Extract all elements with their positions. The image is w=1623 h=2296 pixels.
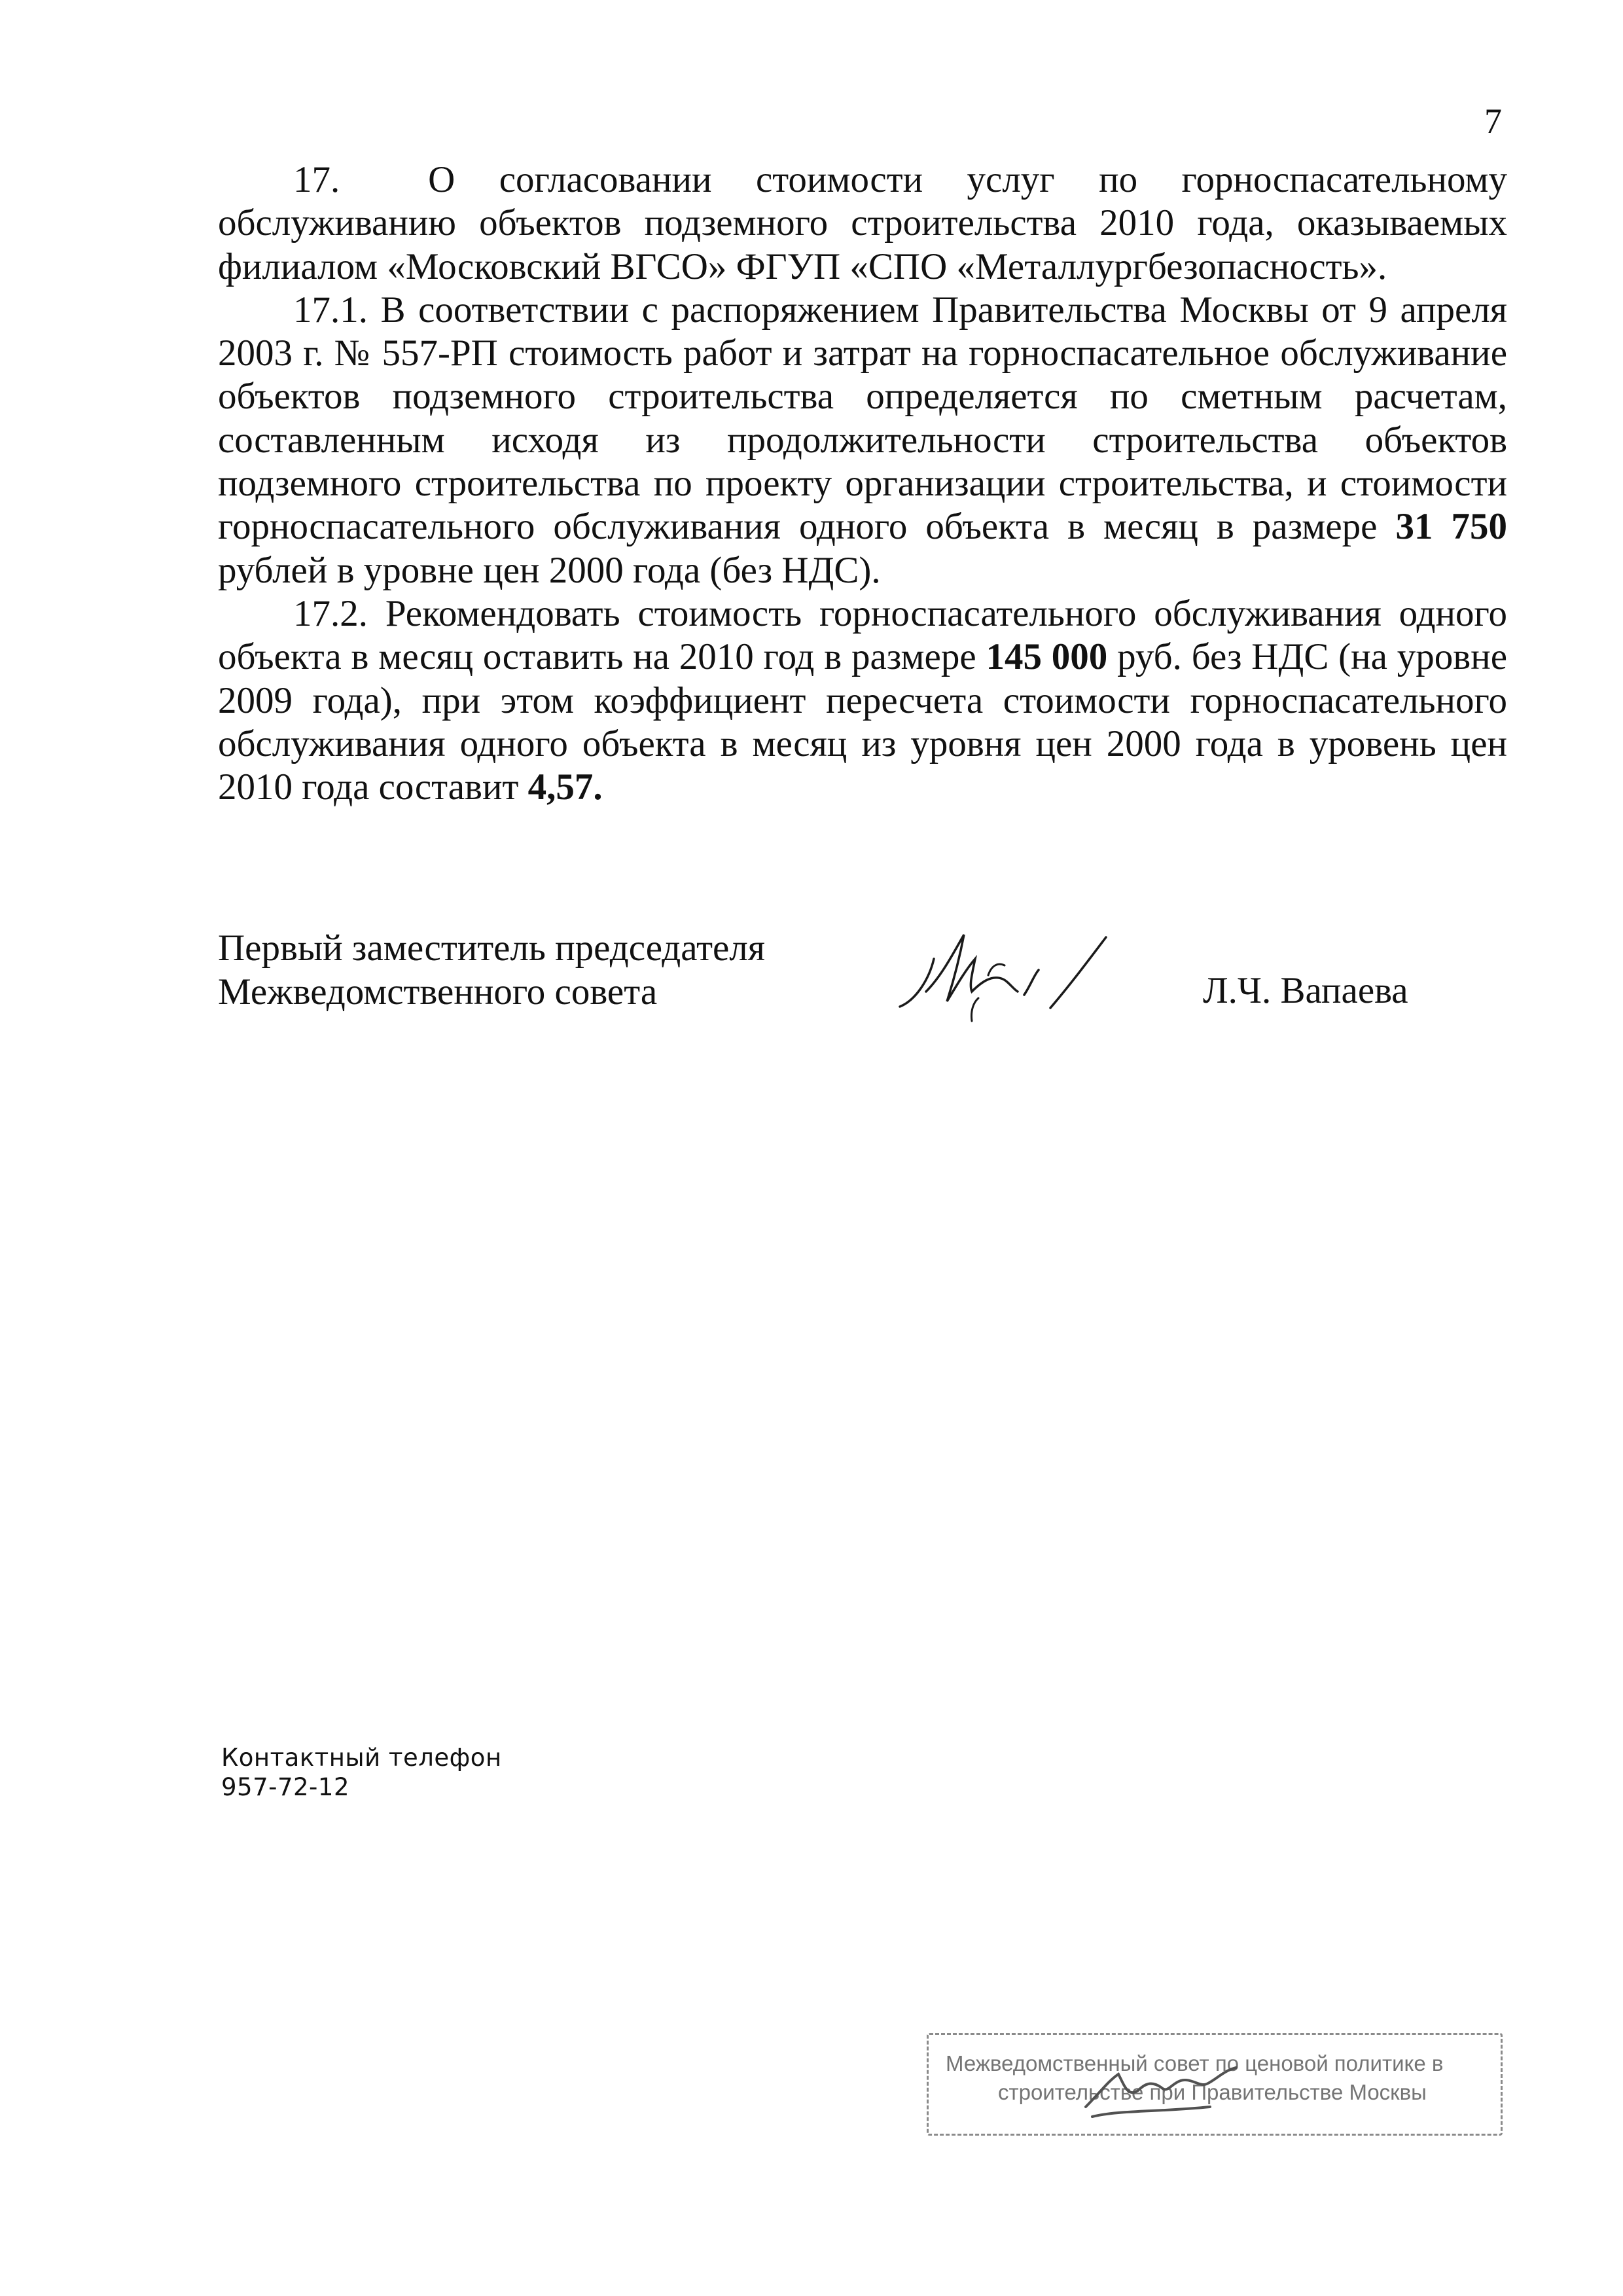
signatory-title-line2: Межведомственного совета	[218, 971, 658, 1013]
stamp-signature	[1079, 2054, 1249, 2126]
signatory-title-line1: Первый заместитель председателя	[218, 927, 765, 969]
section-heading: 17. О согласовании стоимости услуг по горноспасательному обслуживанию объектов подземного строительства 2010 года, оказываемых филиалом «Московский ВГСО» ФГУП «СПО «Металлургбезопасность».	[218, 159, 1507, 287]
contact-label: Контактный телефон	[221, 1744, 502, 1772]
signatory-name: Л.Ч. Вапаева	[1203, 970, 1408, 1011]
registration-stamp	[927, 2033, 1503, 2136]
handwritten-signature	[893, 929, 1109, 1034]
section-17	[218, 158, 1507, 809]
recalculation-coefficient: 4,57.	[527, 766, 603, 808]
page-number: 7	[1484, 101, 1502, 141]
stamp-line2: строительстве при Правительстве Москвы	[998, 2080, 1427, 2104]
amount-2000: 31 750	[1395, 506, 1508, 548]
paragraph-17-1	[218, 289, 1507, 592]
signatory-title	[218, 926, 765, 1014]
paragraph-text: 17.2. Рекомендовать стоимость горноспасательного обслуживания одного объекта в месяц оставить на 2010 год в размере	[218, 592, 1507, 678]
paragraph-text: руб. без НДС (на уровне 2009 года), при этом коэффициент пересчета стоимости горноспасательного обслуживания одного объекта в месяц из уровня цен 2000 года в уровень цен 2010 года составит	[218, 636, 1507, 808]
contact-info	[221, 1743, 502, 1802]
paragraph-text: рублей в уровне цен 2000 года (без НДС).	[218, 549, 881, 591]
paragraph-text: 17.1. В соответствии с распоряжением Правительства Москвы от 9 апреля 2003 г. № 557-РП стоимость работ и затрат на горноспасательное обслуживание объектов подземного строительства определяется по сметным расчетам, составленным исходя из продолжительности строительства объектов подземного строительства по проекту организации строительства, и стоимости горноспасательного обслуживания одного объекта в месяц в размере	[218, 289, 1507, 548]
paragraph-17-2	[218, 592, 1507, 809]
stamp-line1: Межведомственный совет по ценовой политике в	[946, 2051, 1444, 2075]
amount-2010: 145 000	[986, 636, 1108, 678]
contact-phone: 957-72-12	[221, 1773, 349, 1801]
